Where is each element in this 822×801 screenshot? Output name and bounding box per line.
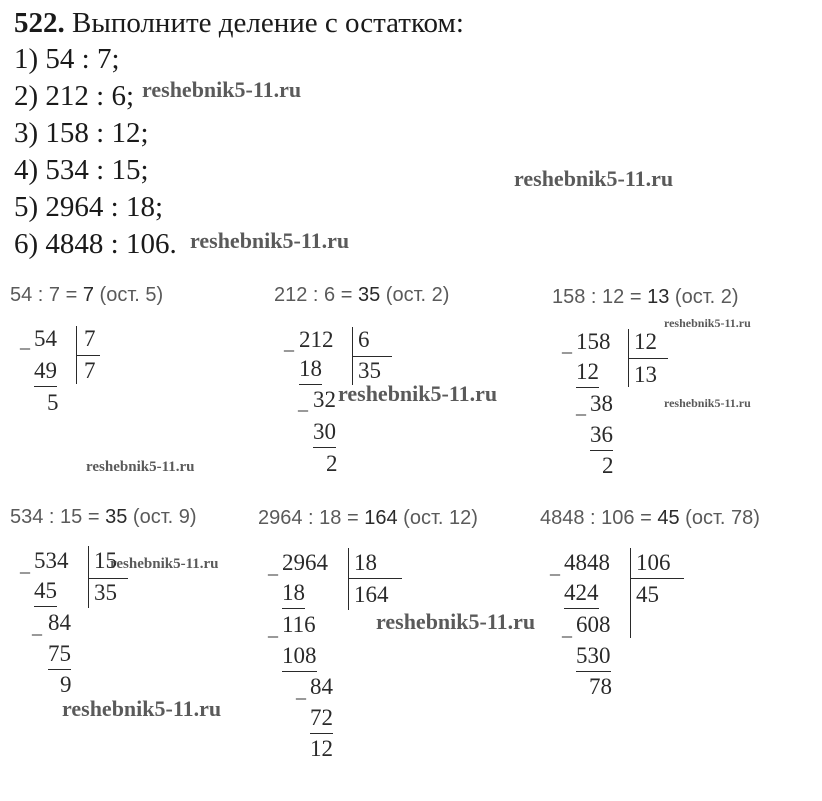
solution-6-divisor: 106	[636, 550, 671, 575]
watermark: reshebnik5-11.ru	[142, 77, 302, 102]
solution-4-divisor: 15	[94, 548, 117, 573]
solution-4-minus-1: _	[20, 554, 30, 576]
solution-2-remainder: (ост. 2)	[385, 284, 450, 306]
problem-number: 522.	[14, 7, 65, 39]
solution-1-header	[10, 284, 163, 307]
solution-3-quotient: 13	[634, 362, 657, 387]
solution-2-step-2: 32	[313, 387, 336, 412]
solution-5-remainder: (ост. 12)	[403, 507, 478, 529]
solution-5-step-5: 72	[310, 703, 333, 734]
solution-5-expr: 2964 : 18 =	[258, 507, 359, 529]
problem-item-6: 6) 4848 : 106.	[14, 228, 177, 260]
solution-1-expr: 54 : 7 =	[10, 284, 78, 306]
solution-5-step-4: 84	[310, 674, 333, 699]
solution-4-remainder: (ост. 9)	[132, 506, 197, 528]
solution-6-minus-1: _	[550, 556, 560, 578]
problem-item-5: 5) 2964 : 18;	[14, 191, 164, 223]
solution-3-result: 13	[647, 286, 670, 308]
solution-3-header	[552, 286, 739, 309]
solution-6-step-3: 530	[576, 641, 611, 672]
solution-5-step-1: 18	[282, 578, 305, 609]
solution-5-divider-vertical	[348, 548, 349, 610]
solution-3-minus-1: _	[562, 334, 572, 356]
solution-5-step-2: 116	[282, 612, 316, 637]
solution-3-dividend: 158	[576, 329, 611, 354]
solution-6-header	[540, 507, 760, 530]
solution-3-expr: 158 : 12 =	[552, 286, 642, 308]
solution-2-dividend: 212	[299, 327, 334, 352]
solution-6-expr: 4848 : 106 =	[540, 507, 652, 529]
solution-5-quotient: 164	[354, 582, 389, 607]
solution-4-quotient: 35	[94, 580, 117, 605]
solution-1-divisor: 7	[84, 326, 96, 351]
solution-4-expr: 534 : 15 =	[10, 506, 100, 528]
solution-3-remainder-value: 2	[602, 453, 614, 478]
watermark: reshebnik5-11.ru	[86, 459, 195, 475]
solution-1-minus-1: _	[20, 330, 30, 352]
solution-1-remainder: (ост. 5)	[99, 284, 164, 306]
solution-1-result: 7	[82, 284, 94, 306]
solution-1-step-1: 49	[34, 356, 57, 387]
problem-statement: Выполните деление с остатком:	[72, 7, 464, 39]
solution-4-result: 35	[105, 506, 128, 528]
solution-5-header	[258, 507, 478, 530]
solution-2-step-3: 30	[313, 417, 336, 448]
solution-5-divisor: 18	[354, 550, 377, 575]
solution-2-result: 35	[357, 284, 381, 306]
solution-6-minus-2: _	[562, 618, 572, 640]
solution-3-divider-horizontal	[628, 358, 668, 359]
solution-2-header	[274, 284, 449, 307]
problem-item-2: 2) 212 : 6;	[14, 80, 135, 112]
solution-5-remainder-value: 12	[310, 736, 333, 761]
solution-4-step-1: 45	[34, 576, 57, 607]
watermark: reshebnik5-11.ru	[62, 696, 222, 721]
solution-3-step-2: 38	[590, 391, 613, 416]
solution-1-dividend: 54	[34, 326, 57, 351]
watermark: reshebnik5-11.ru	[338, 381, 498, 406]
solution-4-minus-2: _	[32, 616, 42, 638]
solution-5-dividend: 2964	[282, 550, 328, 575]
solution-5-step-3: 108	[282, 641, 317, 672]
watermark: reshebnik5-11.ru	[514, 166, 674, 191]
solution-6-step-2: 608	[576, 612, 611, 637]
solution-4-divider-vertical	[88, 546, 89, 608]
problem-item-4: 4) 534 : 15;	[14, 154, 149, 186]
solution-3-minus-2: _	[576, 396, 586, 418]
solution-6-quotient: 45	[636, 582, 659, 607]
solution-6-divider-vertical	[630, 548, 631, 638]
solution-4-step-3: 75	[48, 639, 71, 670]
watermark: reshebnik5-11.ru	[376, 609, 536, 634]
problem-item-1: 1) 54 : 7;	[14, 43, 120, 75]
solution-2-quotient: 35	[358, 358, 381, 383]
solution-2-minus-1: _	[284, 332, 294, 354]
solution-5-minus-3: _	[296, 680, 306, 702]
solution-6-divider-horizontal	[630, 578, 684, 579]
solution-4-header	[10, 506, 197, 529]
solution-1-quotient: 7	[84, 358, 96, 383]
solution-2-divisor: 6	[358, 327, 370, 352]
solution-1-remainder-value: 5	[47, 390, 59, 415]
solution-5-divider-horizontal	[348, 578, 402, 579]
watermark: reshebnik5-11.ru	[664, 396, 751, 410]
solution-3-divisor: 12	[634, 329, 657, 354]
watermark: reshebnik5-11.ru	[190, 228, 350, 253]
solution-6-step-1: 424	[564, 578, 599, 609]
solution-3-step-1: 12	[576, 357, 599, 388]
solution-4-dividend: 534	[34, 548, 69, 573]
solution-4-remainder-value: 9	[60, 672, 72, 697]
solution-3-remainder: (ост. 2)	[674, 286, 739, 308]
solution-2-expr: 212 : 6 =	[274, 284, 353, 306]
solution-6-dividend: 4848	[564, 550, 610, 575]
solution-2-minus-2: _	[298, 392, 308, 414]
solution-2-remainder-value: 2	[326, 451, 338, 476]
solution-6-remainder-value: 78	[589, 674, 612, 699]
solution-6-result: 45	[657, 507, 680, 529]
solution-3-step-3: 36	[590, 420, 613, 451]
solution-4-step-2: 84	[48, 610, 71, 635]
solution-2-step-1: 18	[299, 354, 322, 385]
watermark: reshebnik5-11.ru	[664, 316, 751, 330]
problem-title	[14, 6, 464, 40]
solution-5-minus-1: _	[268, 556, 278, 578]
solution-5-result: 164	[364, 507, 398, 529]
solution-6-remainder: (ост. 78)	[685, 507, 760, 529]
watermark: reshebnik5-11.ru	[110, 556, 219, 572]
problem-item-3: 3) 158 : 12;	[14, 117, 149, 149]
solution-5-minus-2: _	[268, 618, 278, 640]
